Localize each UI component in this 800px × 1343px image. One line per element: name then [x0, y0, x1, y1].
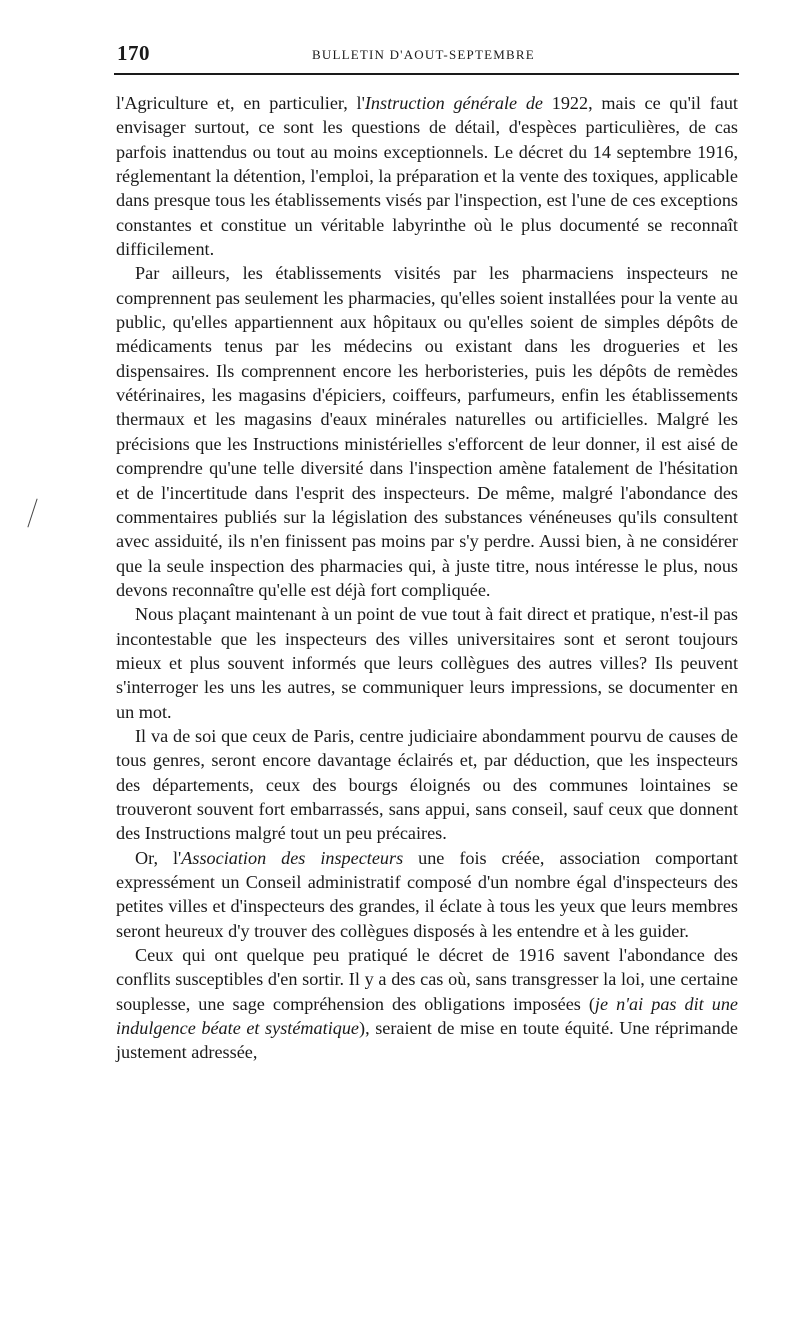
paragraph-text: Ceux qui ont quelque peu pratiqué le décret de 1916 savent l'abondance des conflits susceptibles d'en sortir. Il y a des cas où, sans transgresser la loi, une certaine souplesse, une sage compréhension des obligations imposées ( [116, 945, 738, 1014]
italic-title: Instruction générale de [364, 93, 543, 113]
italic-association-name: Association des inspecteurs [181, 847, 404, 868]
italic-aside: je n'ai pas dit une indulgence béate et systématique [116, 993, 738, 1039]
paragraph-3 [116, 602, 738, 724]
paragraph-text: Il va de soi que ceux de Paris, centre judiciaire abondamment pourvu de causes de tous genres, seront encore davantage éclairés et, par déduction, que les inspecteurs des départements, ceux des bourgs éloignés ou des communes lointaines se trouveront souvent fort embarrassés, sans appui, sans conseil, sauf ceux que donnent des Instructions malgré tout un peu précaires. [116, 725, 738, 844]
paragraph-6 [116, 943, 738, 1065]
paragraph-text: une fois créée, association comportant expressément un Conseil administratif composé d'un nombre égal d'inspecteurs des petites villes et d'inspecteurs des grandes, il éclate à tous les yeux que leurs membres seront heureux d'y trouver des collègues disposés à les entendre et à les guider. [116, 847, 738, 941]
paragraph-text: l'Agriculture et, en particulier, l' [116, 93, 365, 113]
header-rule [114, 73, 739, 75]
paragraph-text: 1922, mais ce qu'il faut envisager surtout, ce sont les questions de détail, d'espèces particulières, de cas parfois inattendus ou tout au moins exceptionnels. Le décret du 14 septembre 1916, réglementant la détention, l'emploi, la préparation et la vente des toxiques, applicable dans presque tous les établissements visés par l'inspection, est l'une de ces exceptions constantes et constitue un véritable labyrinthe où le plus documenté se reconnaît difficilement. [116, 93, 738, 260]
paragraph-text: Nous plaçant maintenant à un point de vue tout à fait direct et pratique, n'est-il pas incontestable que les inspecteurs des villes universitaires sont et seront toujours mieux et plus souvent informés que leurs collègues des autres villes? Ils peuvent s'interroger les uns les autres, se communiquer leurs impressions, se documenter en un mot. [116, 604, 738, 722]
body-text [116, 91, 738, 1065]
paragraph-text: Or, l' [135, 847, 182, 868]
paragraph-text: ), seraient de mise en toute équité. Une réprimande justement adressée, [116, 1018, 738, 1063]
margin-pencil-mark [27, 499, 37, 528]
running-title: BULLETIN D'AOUT-SEPTEMBRE [312, 47, 535, 62]
paragraph-2 [116, 261, 738, 602]
paragraph-1 [116, 91, 738, 261]
paragraph-4 [116, 724, 738, 846]
paragraph-text: Par ailleurs, les établissements visités par les pharmaciens inspecteurs ne comprennent pas seulement les pharmacies, qu'elles soient installées pour la vente au public, qu'elles appartiennent aux hôpitaux ou qu'elles soient de simples dépôts de médicaments tenus par les médecins ou existant dans les drogueries et les dispensaires. Ils comprennent encore les herboristeries, puis les dépôts de remèdes vétérinaires, les magasins d'épiciers, coiffeurs, parfumeurs, enfin les établissements thermaux et les magasins d'eaux minérales naturelles ou artificielles. Malgré les précisions que les Instructions ministérielles s'efforcent de leur donner, il est aisé de comprendre qu'une telle diversité dans l'inspection amène fatalement de l'hésitation et de l'incertitude dans l'esprit des inspecteurs. De même, malgré l'abondance des commentaires publiés sur la législation des substances vénéneuses qu'ils consultent avec assiduité, ils n'en finissent pas moins par s'y perdre. Aussi bien, à ne considérer que la seule inspection des pharmacies qui, à juste titre, nous intéresse le plus, nous devons reconnaître qu'elle est déjà fort compliquée. [116, 263, 738, 600]
page-number: 170 [117, 41, 150, 65]
paragraph-5 [116, 846, 738, 943]
